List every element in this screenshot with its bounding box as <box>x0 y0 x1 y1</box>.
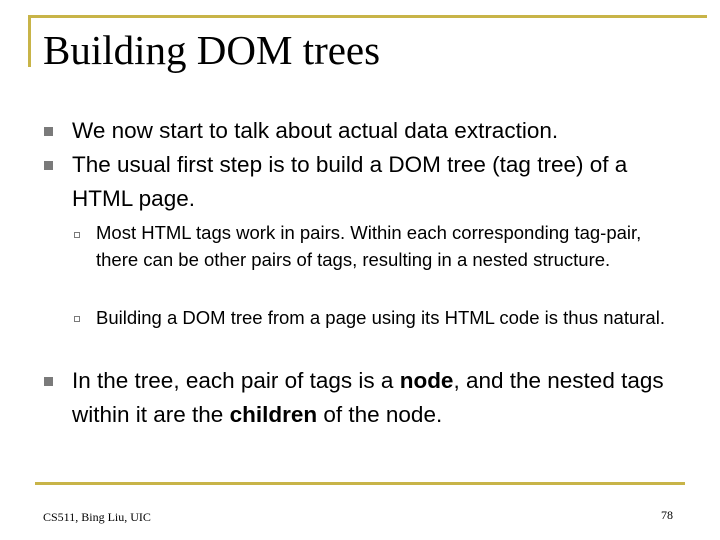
bullet-text-3-bold-node: node <box>399 368 454 393</box>
sub-bullet-hollow-square-icon <box>74 232 80 238</box>
title-frame-left-line <box>28 15 31 67</box>
bullet-text-2: The usual first step is to build a DOM tree (tag tree) of a HTML page. <box>72 152 628 211</box>
bullet-square-icon <box>44 377 53 386</box>
sub-bullet-text-2: Building a DOM tree from a page using its HTML code is thus natural. <box>96 307 665 328</box>
bullet-text-3-part3: of the node. <box>317 402 443 427</box>
footer-page-number: 78 <box>661 508 673 522</box>
bullet-text-3-bold-children: children <box>229 402 318 427</box>
bullet-text-3-part1: In the tree, each pair of tags is a <box>72 368 400 393</box>
sub-bullet-text-1: Most HTML tags work in pairs. Within each corresponding tag-pair, there can be other pairs of tags, resulting in a nested structure. <box>96 222 642 270</box>
bullet-square-icon <box>44 127 53 136</box>
sub-bullet-hollow-square-icon <box>74 316 80 322</box>
footer-rule <box>35 482 685 485</box>
bullet-text-3 <box>72 364 672 432</box>
footer-course-label: CS511, Bing Liu, UIC <box>43 510 151 524</box>
bullet-text-3-part2: , and the nested tags within it are the <box>72 368 664 427</box>
bullet-square-icon <box>44 161 53 170</box>
slide-title: Building DOM trees <box>43 27 381 73</box>
bullet-text-1: We now start to talk about actual data extraction. <box>72 118 559 143</box>
title-frame-top-line <box>28 15 707 18</box>
